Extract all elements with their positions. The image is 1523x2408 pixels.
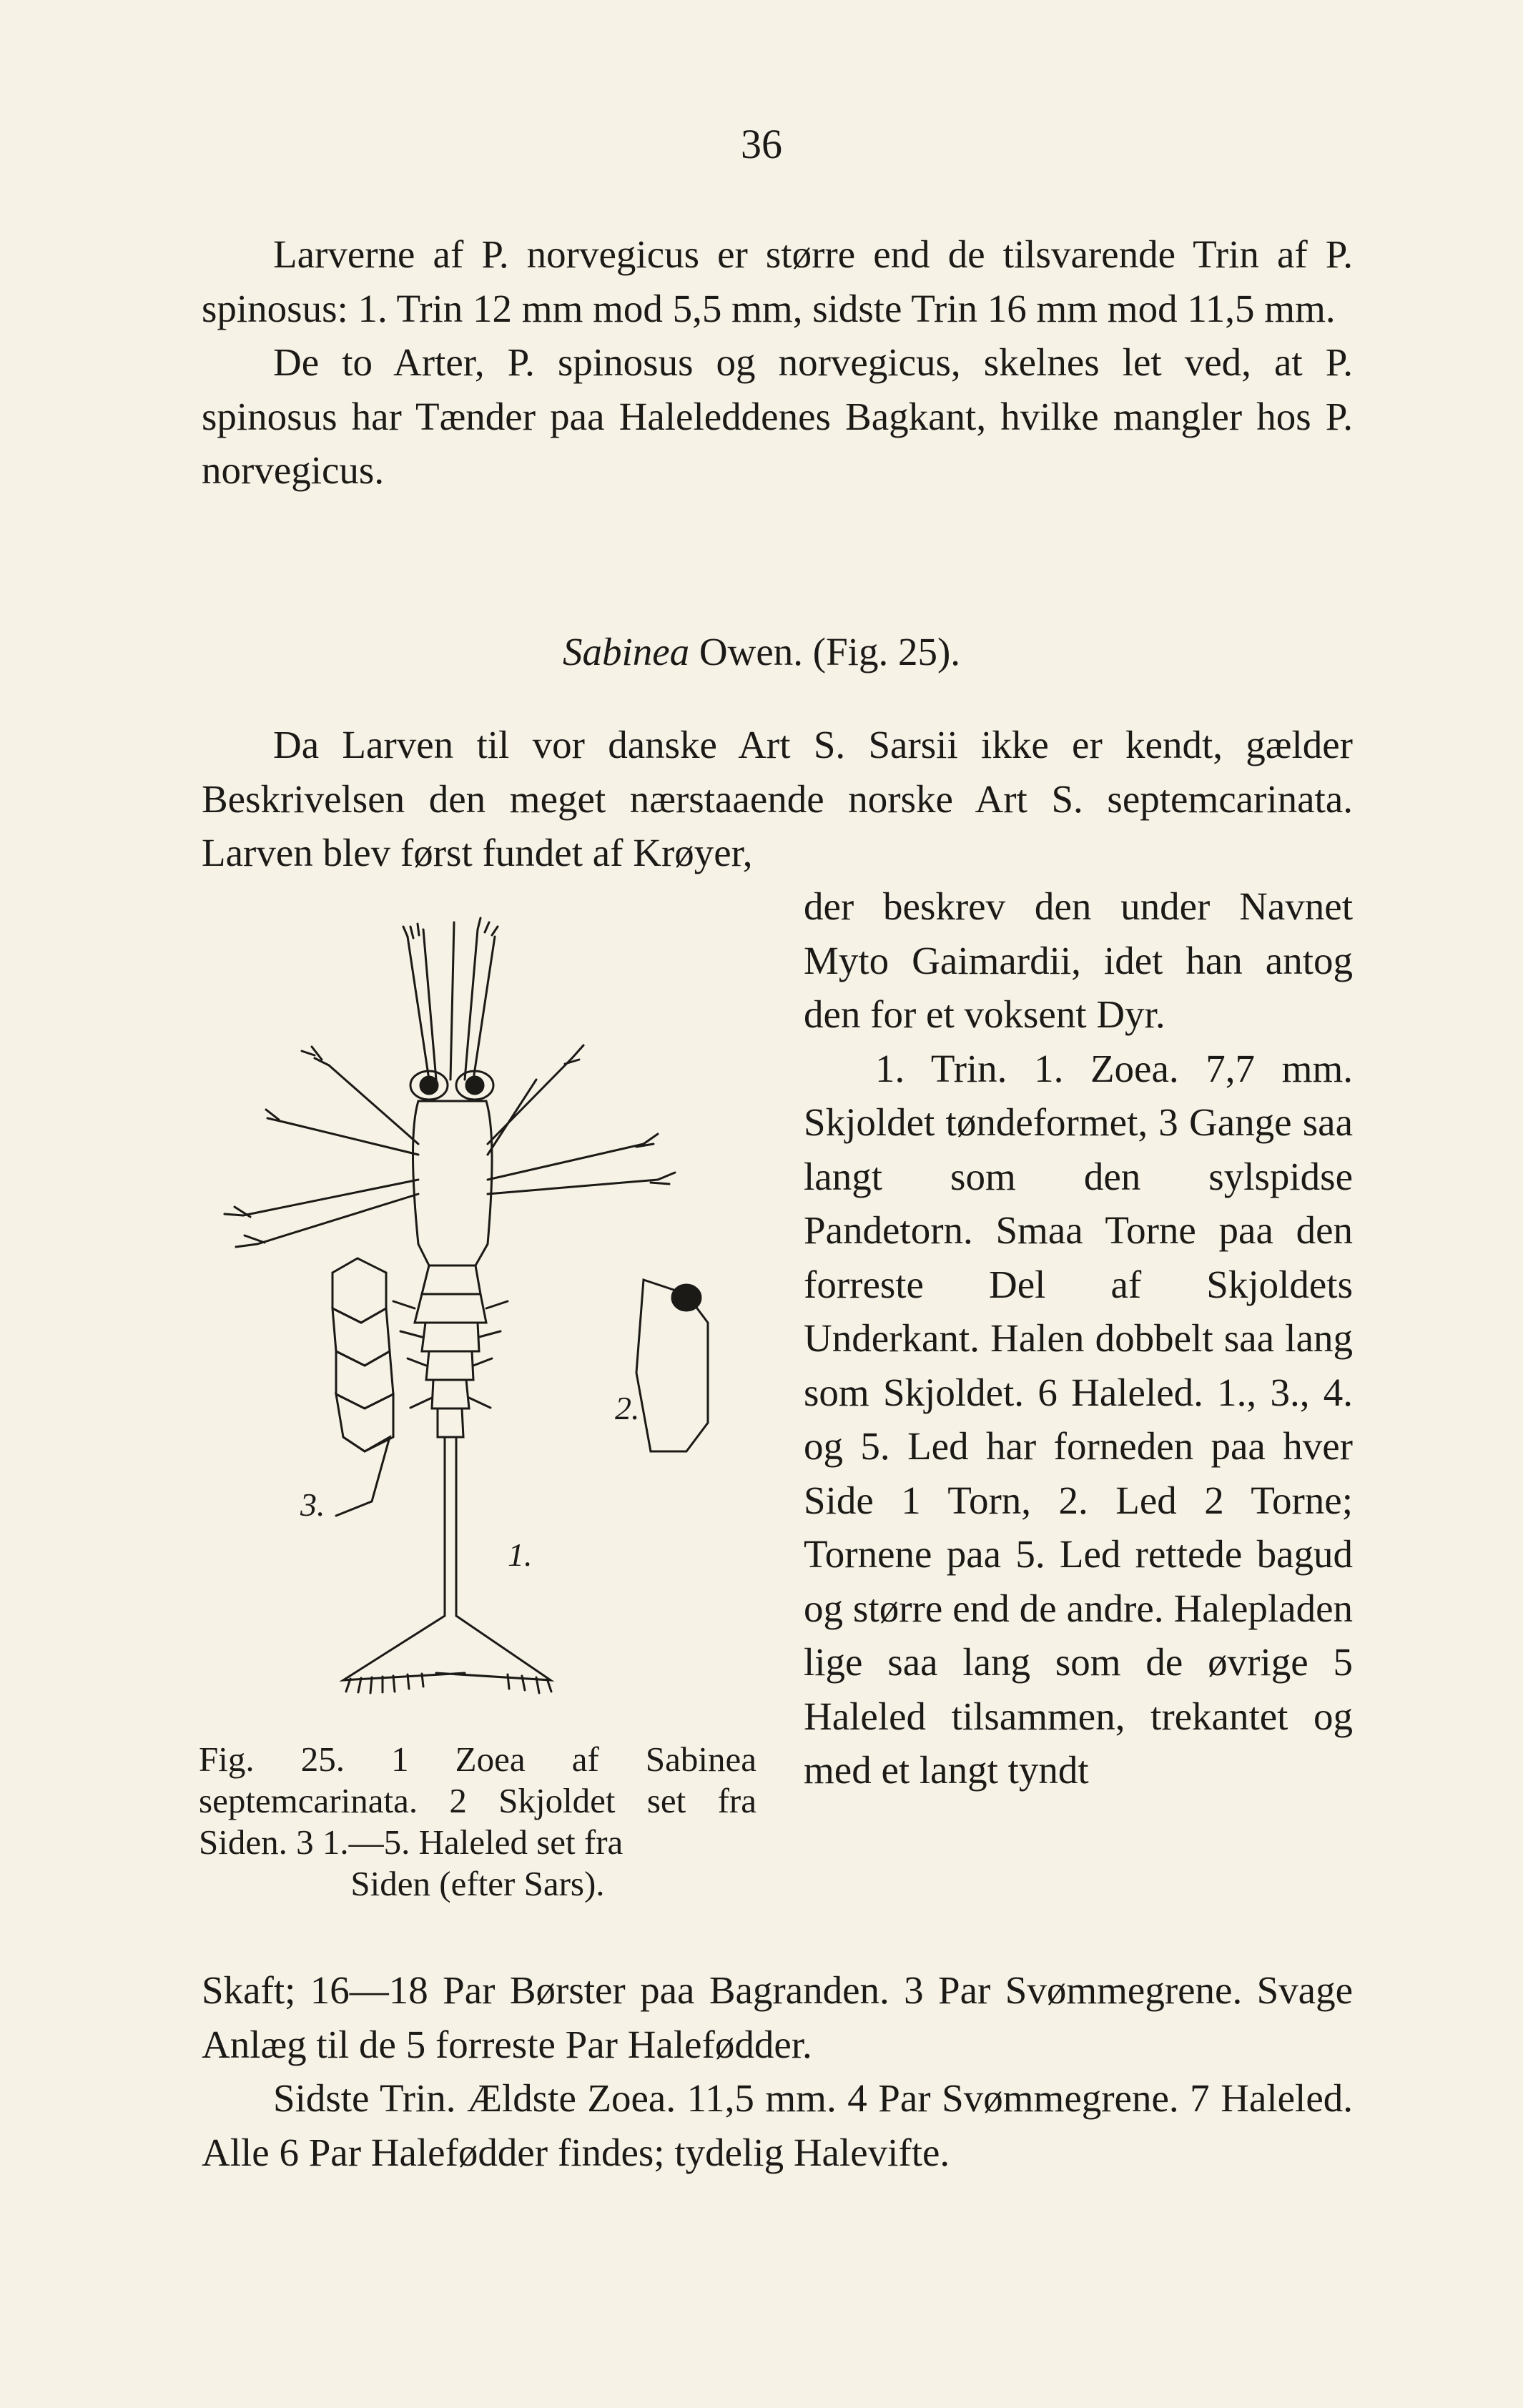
paragraph-first-stage-end: Skaft; 16—18 Par Børster paa Bagranden. 3 Par Svømmegrene. Svage Anlæg til de 5 forreste Par Halefødder. (202, 1968, 1353, 2066)
zoea-drawing (215, 908, 758, 1716)
figure-caption (199, 1739, 756, 1905)
paragraph-sabinea-intro-cont: der beskrev den under Navnet Myto Gaimardii, idet han antog den for et voksent Dyr. (804, 884, 1353, 1036)
paragraph-norvegicus-larvae: Larverne af P. norvegicus er større end de tilsvarende Trin af P. spinosus: 1. Trin 12 mm mod 5,5 mm, sidste Trin 16 mm mod 11,5 mm. (202, 232, 1353, 330)
paragraph-species-distinction: De to Arter, P. spinosus og norvegicus, skelnes let ved, at P. spinosus har Tænder paa Haleleddenes Bagkant, hvilke mangler hos P. norvegicus. (202, 340, 1353, 492)
paragraph-first-stage: 1. Trin. 1. Zoea. 7,7 mm. Skjoldet tøndeformet, 3 Gange saa langt som den sylspidse Pandetorn. Smaa Torne paa den forreste Del af Skjoldets Underkant. Halen dobbelt saa lang som Skjoldet. 6 Haleled. 1., 3., 4. og 5. Led har forneden paa hver Side 1 Torn, 2. Led 2 Torne; Tornene paa 5. Led rettede bagud og større end de andre. Halepladen lige saa lang som de øvrige 5 Haleled tilsammen, trekantet og med et langt tyndt (804, 1046, 1353, 1792)
text-block-bottom (202, 1963, 1353, 2179)
text-column-right (804, 879, 1353, 1797)
figure-label-3: 3. (300, 1486, 325, 1523)
heading-genus: Sabinea (562, 630, 690, 673)
figure-zoea-illustration (215, 908, 758, 1716)
text-block-top (202, 227, 1353, 498)
paragraph-last-stage: Sidste Trin. Ældste Zoea. 11,5 mm. 4 Par Svømmegrene. 7 Haleled. Alle 6 Par Halefødder findes; tydelig Halevifte. (202, 2076, 1353, 2174)
paragraph-sabinea-intro: Da Larven til vor danske Art S. Sarsii ikke er kendt, gælder Beskrivelsen den meget nærstaaende norske Art S. septemcarinata. Larven blev først fundet af Krøyer, (202, 723, 1353, 874)
figure-label-2: 2. (615, 1390, 640, 1426)
heading-rest: Owen. (Fig. 25). (689, 630, 961, 673)
figure-label-1: 1. (508, 1536, 533, 1573)
caption-source: Siden (efter Sars). (350, 1864, 605, 1903)
page-number: 36 (741, 121, 782, 167)
text-block-intro (202, 718, 1353, 880)
section-heading (0, 629, 1523, 674)
caption-text: Fig. 25. 1 Zoea af Sabinea septemcarinata. 2 Skjoldet set fra Siden. 3 1.—5. Haleled set fra (199, 1740, 756, 1862)
